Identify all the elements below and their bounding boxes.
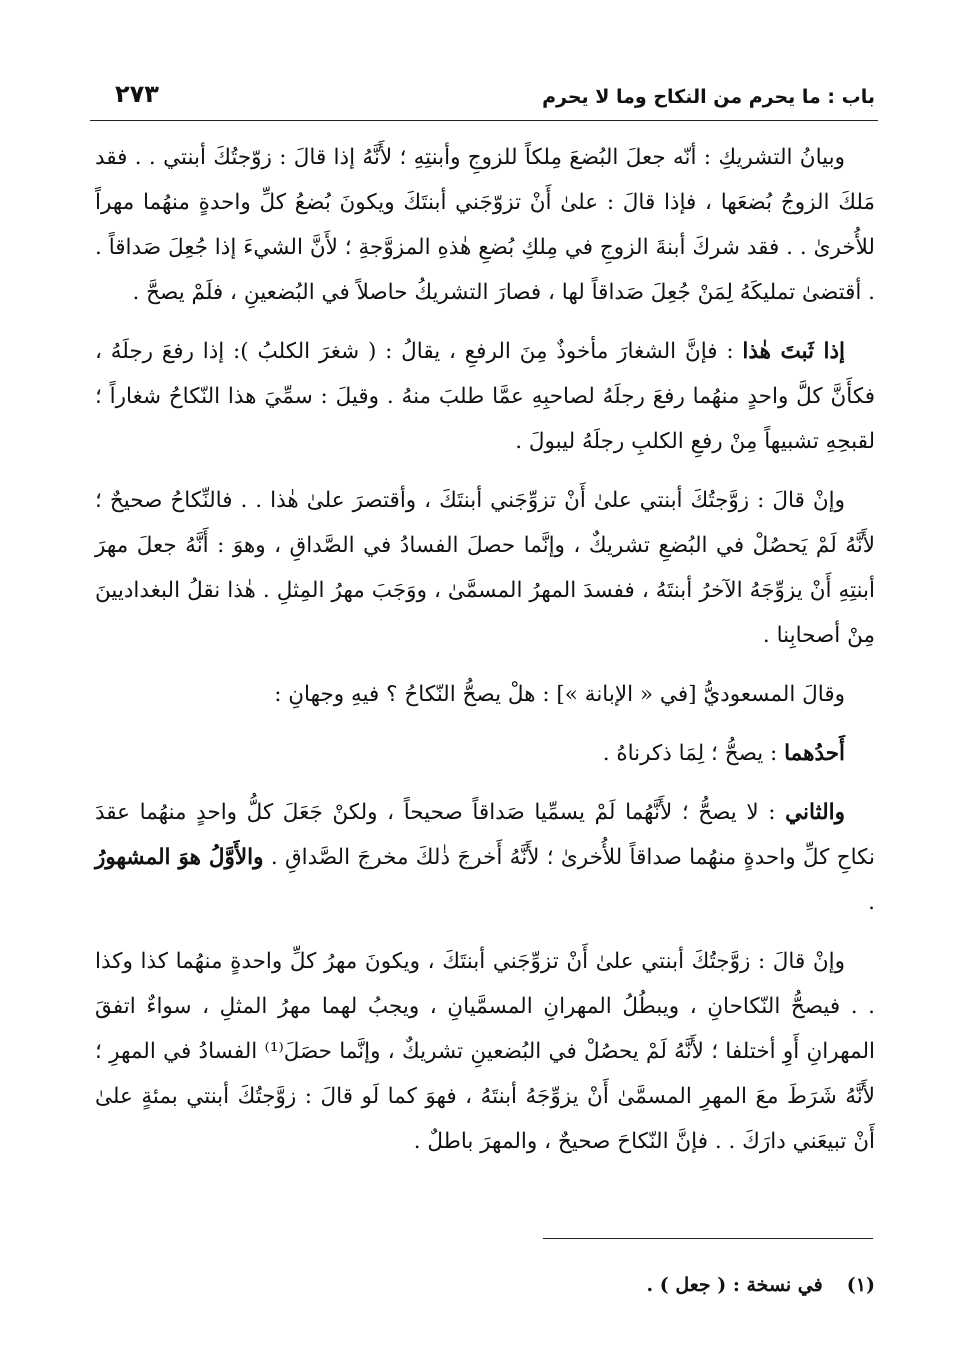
- paragraph-text: : يصحُّ ؛ لِمَا ذكرناهُ .: [602, 741, 785, 766]
- paragraph-text: .: [868, 890, 875, 915]
- chapter-title: باب : ما يحرم من النكاح وما لا يحرم: [542, 86, 875, 108]
- paragraph-text: : لا يصحُّ ؛ لأَنَّهُما لَمْ يسمِّيا صَداقاً صحيحاً ، ولكنْ جَعَلَ كلُّ واحدٍ منهُما عقدَ نكاحِ كلِّ واحدةٍ منهُما صداقاً للأُخرىٰ ؛ لأَنَّهُ أَخرجَ ذٰلكَ مخرجَ الصَّداقِ .: [95, 800, 875, 870]
- paragraph: [95, 478, 875, 658]
- paragraph: [95, 731, 875, 776]
- footnote-number: (١): [846, 1274, 875, 1296]
- page-number: ٢٧٣: [115, 80, 159, 108]
- bold-heading-text: إذا ثَبتَ هٰذا: [742, 339, 845, 364]
- main-text: [95, 135, 875, 1178]
- bold-heading-text: والأَوَّلُ هوَ المشهورُ: [95, 845, 264, 870]
- paragraph-text: وإنْ قالَ : زوَّجتُكَ أبنتي علىٰ أَنْ تزوِّجَني أبنتَكَ ، ويكونَ مهرُ كلِّ واحدةٍ منهُما كذا وكذا . . فيصحُّ النّكاحانِ ، ويبطُلُ المهرانِ المسمَّيانِ ، ويجبُ لهما مهرُ المثلِ ، سواءٌ اتفقَ المهرانِ أَوِ أختلفا ؛ لأَنَّهُ لَمْ يحصُلْ في البُضعينِ تشريكٌ ، وإنَّما حصَلَ⁽¹⁾ الفسادُ في المهرِ ؛ لأَنَّهُ شَرَطَ معَ المهرِ المسمَّىٰ أَنْ يزوِّجَهُ أبنتَهُ ، فهوَ كما لَو قالَ : زوَّجتُكَ أبنتي بمئةٍ علىٰ أَنْ تبيعَني دارَكَ . . فإنَّ النّكاحَ صحيحٌ ، والمهرَ باطلٌ .: [95, 949, 875, 1154]
- paragraph-text: وقالَ المسعوديُّ [في « الإبانة »] : هلْ يصحُّ النّكاحُ ؟ فيهِ وجهانِ :: [274, 682, 845, 707]
- footnote-text: في نسخة : ( جعل ) .: [646, 1274, 823, 1296]
- paragraph-text: : فإنَّ الشغارَ مأخوذٌ مِنَ الرفعِ ، يقالُ : ( شغرَ الكلبُ ): إذا رفعَ رجلَهُ ، فكأَنَّ كلَّ واحدٍ منهُما رفعَ رجلَهُ لصاحبِهِ عمَّا طلبَ منهُ . وقيلَ : سمِّيَ هذا النّكاحُ شغاراً ؛ لقبحِهِ تشبيهاً مِنْ رفعِ الكلبِ رجلَهُ ليبولَ .: [95, 339, 875, 454]
- page-header: [95, 78, 875, 118]
- paragraph-text: وبيانُ التشريكِ : أنّه جعلَ البُضعَ مِلكاً للزوجِ وأبنتِهِ ؛ لأَنَّهُ إذا قالَ : زوّجتُكَ أبنتي . . فقد مَلكَ الزوجُ بُضعَها ، فإذا قالَ : علىٰ أَنْ تزوّجَني أبنتَكَ ويكونَ بُضعُ كلِّ واحدةٍ منهُما مهراً للأُخرىٰ . . فقد شركَ أبنةَ الزوجِ في مِلكِ بُضعِ هٰذهِ المزوَّجةِ ؛ لأَنَّ الشيءَ إذا جُعِلَ صَداقاً . . أقتضىٰ تمليكَهُ لِمَنْ جُعِلَ صَداقاً لها ، فصارَ التشريكُ حاصلاً في البُضعينِ ، فلَمْ يصحَّ .: [95, 145, 875, 305]
- footnote: [95, 1270, 875, 1300]
- paragraph: [95, 939, 875, 1164]
- footnote-divider: [543, 1238, 873, 1239]
- bold-heading-text: والثاني: [785, 800, 845, 825]
- bold-heading-text: أَحدُهما: [784, 741, 845, 766]
- paragraph: [95, 672, 875, 717]
- paragraph: [95, 790, 875, 925]
- paragraph: [95, 329, 875, 464]
- paragraph-text: وإنْ قالَ : زوَّجتُكَ أبنتي علىٰ أَنْ تزوِّجَني أبنتَكَ ، وأقتصرَ علىٰ هٰذا . . فالنِّكاحُ صحيحٌ ؛ لأَنَّهُ لَمْ يَحصُلْ في البُضعِ تشريكٌ ، وإنَّما حصلَ الفسادُ في الصَّداقِ ، وهوَ : أَنَّهُ جعلَ مهرَ أبنتِهِ أَنْ يزوِّجَهُ الآخرُ أبنتَهُ ، ففسدَ المهرُ المسمَّىٰ ، ووَجَبَ مهرُ المِثلِ . هٰذا نقلُ البغداديينَ مِنْ أصحابِنا .: [95, 488, 875, 648]
- paragraph: [95, 135, 875, 315]
- header-divider: [90, 120, 878, 121]
